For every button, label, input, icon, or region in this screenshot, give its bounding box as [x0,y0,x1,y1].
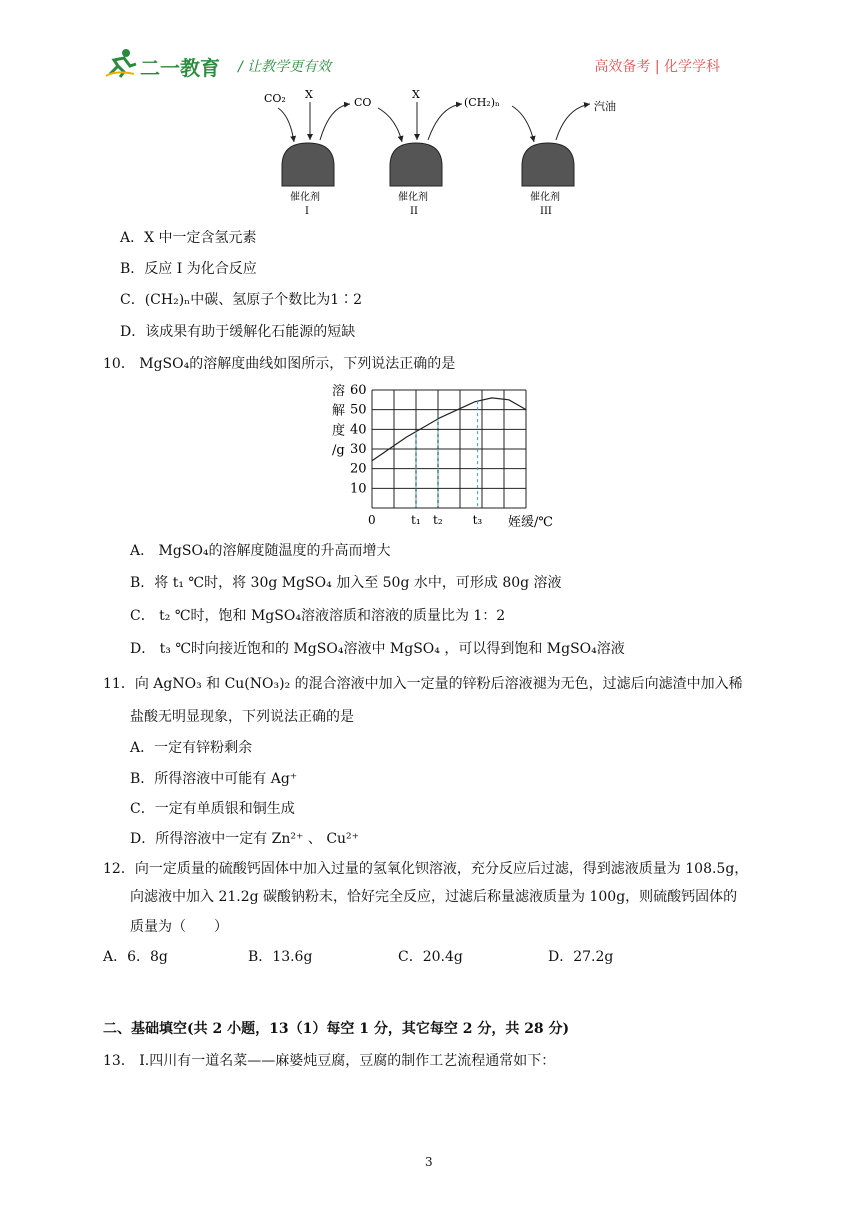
q12-stem-line2: 向滤液中加入 21.2g 碳酸钠粉末，恰好完全反应，过滤后称量滤液质量为 100g，则硫酸钙固体的 [130,889,738,905]
label-gasoline: 汽油 [594,100,616,113]
q12-stem-line1: 12．向一定质量的硫酸钙固体中加入过量的氢氧化钡溶液，充分反应后过滤，得到滤液质量为 108.5g， [103,861,749,877]
catalyst-1-num: I [305,206,309,217]
y-tick-label: 40 [350,422,367,438]
catalyst-3-name: 催化剂 [530,192,560,203]
q10-stem: 10． MgSO₄的溶解度曲线如图所示，下列说法正确的是 [103,356,456,372]
q9-option-c-prefix: C． [120,292,145,308]
header-subject: 高效备考 | 化学学科 [594,59,720,75]
runner-logo-icon [104,48,138,78]
brand-name: 二一教育 [140,56,220,80]
catalyst-1-name: 催化剂 [290,192,320,203]
y-tick-label: 50 [350,402,367,418]
logo [104,48,138,82]
q10-option-c: C． t₂ ℃时，饱和 MgSO₄溶液溶质和溶液的质量比为 1：2 [130,608,506,624]
catalyst-2-num: II [410,206,418,217]
arrow-ch2-in [512,106,534,142]
q9-option-c-text: 中碳、氢原子个数比为1∶2 [190,292,363,308]
y-tick-label: 60 [350,383,367,398]
q12-option-d: D．27.2g [548,949,614,965]
q11-stem-line2: 盐酸无明显现象，下列说法正确的是 [130,709,354,725]
y-axis-label-part: 度 [332,423,346,439]
y-tick-label: 10 [350,481,367,497]
q12-option-c: C．20.4g [398,949,463,965]
y-axis-label-part: 解 [332,403,346,419]
arrow-co2-in [278,108,294,142]
label-ch2n: (CH₂)ₙ [464,96,500,109]
arrow-co-out [320,104,350,140]
label-co: CO [354,96,372,109]
x-tick-label: t₁ [411,513,421,527]
catalyst-1-block [282,143,334,186]
slogan: / 让教学更有效 [238,59,332,75]
q11-option-d: D．所得溶液中一定有 Zn²⁺ 、 Cu²⁺ [130,831,360,847]
q9-option-a: A．X 中一定含氢元素 [120,230,257,246]
q10-option-b: B．将 t₁ ℃时，将 30g MgSO₄ 加入至 50g 水中，可形成 80g 溶液 [130,575,562,591]
q12-option-b: B．13.6g [248,949,313,965]
q9-option-d: D．该成果有助于缓解化石能源的短缺 [120,324,356,340]
y-axis-label-part: 溶 [332,384,346,399]
y-tick-label: 30 [350,442,367,457]
label-x-2: X [412,88,420,101]
catalyst-3-num: III [540,206,552,217]
q13-stem: 13． Ⅰ.四川有一道名菜——麻婆炖豆腐，豆腐的制作工艺流程通常如下： [103,1053,556,1069]
q9-option-b: B．反应 I 为化合反应 [120,261,257,277]
q12-stem-line3: 质量为（ ） [130,919,228,935]
label-co2: CO₂ [264,92,286,105]
y-axis-label-part: /g [332,443,345,458]
label-x-1: X [305,88,313,101]
arrow-ch2-out [428,104,462,140]
page-number: 3 [425,1155,433,1169]
arrow-gasoline-out [556,104,590,140]
q11-option-c: C．一定有单质银和铜生成 [130,801,295,817]
solubility-chart [328,380,568,530]
q11-option-a: A．一定有锌粉剩余 [130,740,253,756]
x-tick-label: t₂ [433,513,443,527]
q10-option-a: A． MgSO₄的溶解度随温度的升高而增大 [130,543,391,559]
catalyst-flow-diagram [250,86,630,221]
q10-option-d: D． t₃ ℃时向接近饱和的 MgSO₄溶液中 MgSO₄ ，可以得到饱和 MgSO₄溶液 [130,641,625,657]
x-tick-label: t₃ [472,513,483,527]
q12-option-a: A．6．8g [103,949,168,965]
q9-option-c-formula: (CH₂)ₙ [144,292,191,308]
catalyst-2-block [390,143,442,186]
y-tick-label: 20 [350,461,367,477]
origin-label: 0 [368,513,376,527]
q9-option-c [120,289,362,309]
x-axis-label: 姪缓/℃ [508,515,553,530]
arrow-co-in [378,108,402,142]
catalyst-3-block [522,143,574,186]
catalyst-2-name: 催化剂 [398,192,428,203]
section2-title: 二、基础填空(共 2 小题，13（1）每空 1 分，其它每空 2 分，共 28 分) [103,1021,570,1037]
q11-option-b: B．所得溶液中可能有 Ag⁺ [130,771,298,787]
q11-stem-line1: 11．向 AgNO₃ 和 Cu(NO₃)₂ 的混合溶液中加入一定量的锌粉后溶液褪为无色，过滤后向滤渣中加入稀 [103,676,743,692]
